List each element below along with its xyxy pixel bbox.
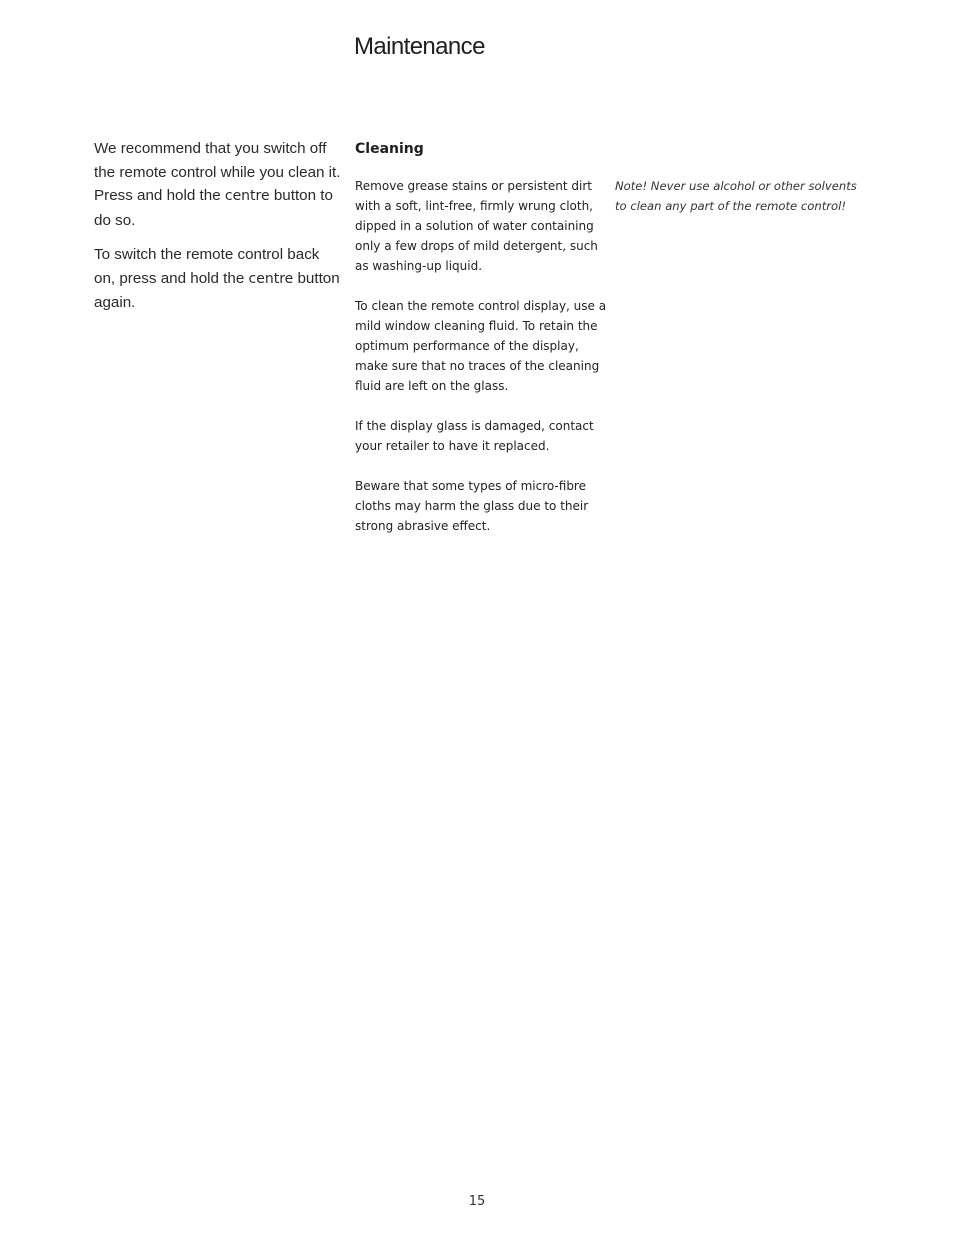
intro-text-segment: We recommend that you switch off the remote control while you clean it. Press and hold the xyxy=(94,140,341,204)
intro-paragraph-switch-off xyxy=(94,137,344,232)
cleaning-instructions xyxy=(355,176,607,556)
intro-text-segment: To switch the remote control back on, press and hold the xyxy=(94,246,320,287)
intro-text-segment: button to do so. xyxy=(94,187,333,229)
solvent-warning-note: Note! Never use alcohol or other solvents to clean any part of the remote control! xyxy=(615,179,857,213)
intro-paragraph-switch-on xyxy=(94,243,344,315)
cleaning-paragraph: To clean the remote control display, use a mild window cleaning fluid. To retain the optimum performance of the display, make sure that no traces of the cleaning fluid are left on the glass. xyxy=(355,299,607,393)
page-title: Maintenance xyxy=(354,33,485,60)
cleaning-paragraph: Beware that some types of micro-fibre cloths may harm the glass due to their strong abrasive effect. xyxy=(355,479,589,533)
page-number: 15 xyxy=(468,1194,486,1209)
section-heading-cleaning: Cleaning xyxy=(355,141,424,157)
centre-button-keyword: centre xyxy=(248,270,294,287)
intro-text xyxy=(94,137,344,315)
centre-button-keyword: centre xyxy=(224,188,270,204)
cleaning-paragraph: If the display glass is damaged, contact your retailer to have it replaced. xyxy=(355,419,594,453)
intro-text-segment: button again. xyxy=(94,269,340,311)
cleaning-paragraph: Remove grease stains or persistent dirt with a soft, lint-free, firmly wrung cloth, dipped in a solution of water containing only a few drops of mild detergent, such as washing-up liquid. xyxy=(355,179,598,273)
